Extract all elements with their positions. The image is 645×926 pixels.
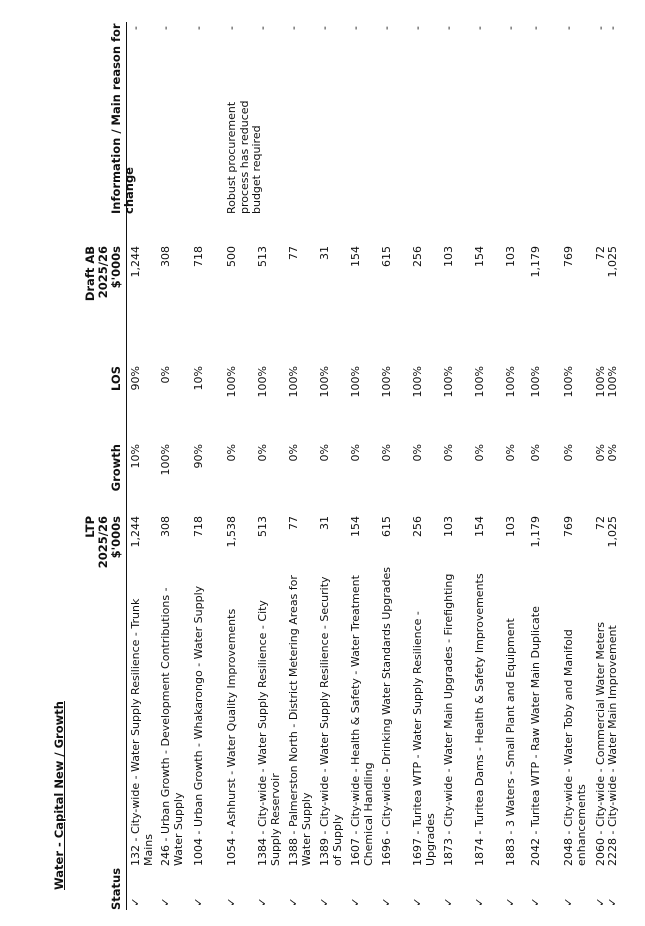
row-draft: 77	[287, 246, 300, 260]
row-los: 100%	[349, 366, 362, 398]
header-growth: Growth	[109, 444, 123, 492]
row-description: 2048 - City-wide - Water Toby and Manifold enhancements	[562, 629, 588, 866]
row-description: 246 - Urban Growth - Development Contributions - Water Supply	[159, 587, 185, 866]
header-ltp	[84, 516, 123, 596]
row-description: 1004 - Urban Growth - Whakarongo - Water Supply	[192, 585, 205, 866]
header-draft-line2: 2025/26	[96, 246, 110, 299]
row-dash: -	[473, 26, 486, 30]
row-draft: 103	[442, 246, 455, 267]
status-check-icon: ✓	[594, 897, 607, 907]
status-check-icon: ✓	[411, 897, 424, 907]
row-description: 2060 - City-wide - Commercial Water Meters	[594, 622, 607, 866]
status-check-icon: ✓	[442, 897, 455, 907]
row-growth: 0%	[256, 444, 269, 462]
row-ltp: 72	[594, 516, 607, 530]
status-check-icon: ✓	[529, 897, 542, 907]
row-draft: 500	[225, 246, 238, 267]
row-description: 1388 - Palmerston North - District Metering Areas for Water Supply	[287, 575, 313, 866]
row-description: 1883 - 3 Waters - Small Plant and Equipment	[504, 618, 517, 866]
row-draft: 256	[411, 246, 424, 267]
row-draft: 308	[159, 246, 172, 267]
header-draft	[84, 246, 123, 326]
row-growth: 0%	[529, 444, 542, 462]
row-description: 132 - City-wide - Water Supply Resilience - Trunk Mains	[129, 598, 155, 866]
row-ltp: 1,179	[529, 516, 542, 548]
row-description: 1873 - City-wide - Water Main Upgrades - Firefighting	[442, 573, 455, 866]
row-los: 10%	[192, 366, 205, 391]
row-draft: 1,179	[529, 246, 542, 278]
header-ltp-line3: $'000s	[109, 516, 123, 559]
status-check-icon: ✓	[159, 897, 172, 907]
row-ltp: 103	[504, 516, 517, 537]
row-los: 100%	[287, 366, 300, 398]
row-dash: -	[504, 26, 517, 30]
header-status: Status	[109, 867, 123, 910]
row-los: 100%	[411, 366, 424, 398]
row-draft: 31	[318, 246, 331, 260]
row-dash: -	[442, 26, 455, 30]
row-dash: -	[129, 26, 142, 30]
row-growth: 0%	[594, 444, 607, 462]
row-description: 1697 - Turitea WTP - Water Supply Resilience - Upgrades	[411, 611, 437, 866]
row-description: 1874 - Turitea Dams - Health & Safety Improvements	[473, 573, 486, 866]
row-growth: 100%	[159, 444, 172, 476]
row-description: 1389 - City-wide - Water Supply Resilience - Security of Supply	[318, 576, 344, 866]
header-ltp-line2: 2025/26	[96, 516, 110, 569]
row-dash: -	[256, 26, 269, 30]
header-los: LOS	[109, 366, 123, 391]
row-draft: 1,244	[129, 246, 142, 278]
row-dash: -	[529, 26, 542, 30]
status-check-icon: ✓	[606, 897, 619, 907]
page-title: Water - Capital New / Growth	[52, 701, 66, 890]
status-check-icon: ✓	[349, 897, 362, 907]
row-description: 2228 - City-wide - Water Main Improvement	[606, 625, 619, 866]
status-check-icon: ✓	[504, 897, 517, 907]
status-check-icon: ✓	[380, 897, 393, 907]
row-growth: 0%	[380, 444, 393, 462]
row-description: 2042 - Turitea WTP - Raw Water Main Duplicate	[529, 606, 542, 866]
row-los: 100%	[594, 366, 607, 398]
row-draft: 513	[256, 246, 269, 267]
row-draft: 103	[504, 246, 517, 267]
row-los: 100%	[562, 366, 575, 398]
row-los: 100%	[606, 366, 619, 398]
row-draft: 1,025	[606, 246, 619, 278]
row-ltp: 513	[256, 516, 269, 537]
row-dash: -	[318, 26, 331, 30]
row-growth: 0%	[562, 444, 575, 462]
row-dash: -	[225, 26, 238, 30]
row-los: 100%	[442, 366, 455, 398]
row-ltp: 769	[562, 516, 575, 537]
row-growth: 0%	[606, 444, 619, 462]
row-ltp: 1,538	[225, 516, 238, 548]
row-draft: 718	[192, 246, 205, 267]
row-ltp: 1,025	[606, 516, 619, 548]
row-los: 90%	[129, 366, 142, 391]
status-check-icon: ✓	[256, 897, 269, 907]
row-growth: 0%	[473, 444, 486, 462]
row-los: 100%	[504, 366, 517, 398]
row-draft: 154	[473, 246, 486, 267]
row-description: 1054 - Ashhurst - Water Quality Improvements	[225, 608, 238, 866]
row-growth: 0%	[442, 444, 455, 462]
row-growth: 0%	[504, 444, 517, 462]
row-dash: -	[562, 26, 575, 30]
status-check-icon: ✓	[129, 897, 142, 907]
row-growth: 0%	[411, 444, 424, 462]
row-growth: 10%	[129, 444, 142, 469]
row-ltp: 718	[192, 516, 205, 537]
row-growth: 0%	[349, 444, 362, 462]
row-dash: -	[349, 26, 362, 30]
row-description: 1384 - City-wide - Water Supply Resilience - City Supply Reservoir	[256, 600, 282, 866]
row-dash: -	[606, 26, 619, 30]
row-growth: 0%	[225, 444, 238, 462]
status-check-icon: ✓	[287, 897, 300, 907]
row-ltp: 308	[159, 516, 172, 537]
row-growth: 0%	[318, 444, 331, 462]
row-los: 100%	[380, 366, 393, 398]
row-draft: 615	[380, 246, 393, 267]
row-dash: -	[159, 26, 172, 30]
row-los: 0%	[159, 366, 172, 384]
status-check-icon: ✓	[192, 897, 205, 907]
row-growth: 0%	[287, 444, 300, 462]
row-ltp: 103	[442, 516, 455, 537]
header-draft-line3: $'000s	[109, 246, 123, 289]
header-draft-line1: Draft AB	[83, 246, 97, 302]
row-info: Robust procurement process has reduced budget required	[225, 100, 263, 214]
row-los: 100%	[529, 366, 542, 398]
row-dash: -	[594, 26, 607, 30]
row-ltp: 77	[287, 516, 300, 530]
row-dash: -	[192, 26, 205, 30]
row-growth: 90%	[192, 444, 205, 469]
row-los: 100%	[256, 366, 269, 398]
row-ltp: 256	[411, 516, 424, 537]
row-description: 1607 - City-wide - Health & Safety - Water Treatment Chemical Handling	[349, 575, 375, 866]
status-check-icon: ✓	[225, 897, 238, 907]
row-los: 100%	[318, 366, 331, 398]
header-rule	[126, 22, 127, 910]
row-ltp: 154	[349, 516, 362, 537]
row-draft: 72	[594, 246, 607, 260]
row-ltp: 1,244	[129, 516, 142, 548]
row-ltp: 615	[380, 516, 393, 537]
row-dash: -	[411, 26, 424, 30]
status-check-icon: ✓	[562, 897, 575, 907]
row-draft: 154	[349, 246, 362, 267]
row-dash: -	[380, 26, 393, 30]
row-description: 1696 - City-wide - Drinking Water Standards Upgrades	[380, 567, 393, 866]
row-ltp: 154	[473, 516, 486, 537]
status-check-icon: ✓	[318, 897, 331, 907]
header-info: Information / Main reason for change	[109, 23, 136, 214]
row-los: 100%	[225, 366, 238, 398]
status-check-icon: ✓	[473, 897, 486, 907]
row-dash: -	[287, 26, 300, 30]
row-draft: 769	[562, 246, 575, 267]
header-ltp-line1: LTP	[83, 516, 97, 538]
row-los: 100%	[473, 366, 486, 398]
row-ltp: 31	[318, 516, 331, 530]
